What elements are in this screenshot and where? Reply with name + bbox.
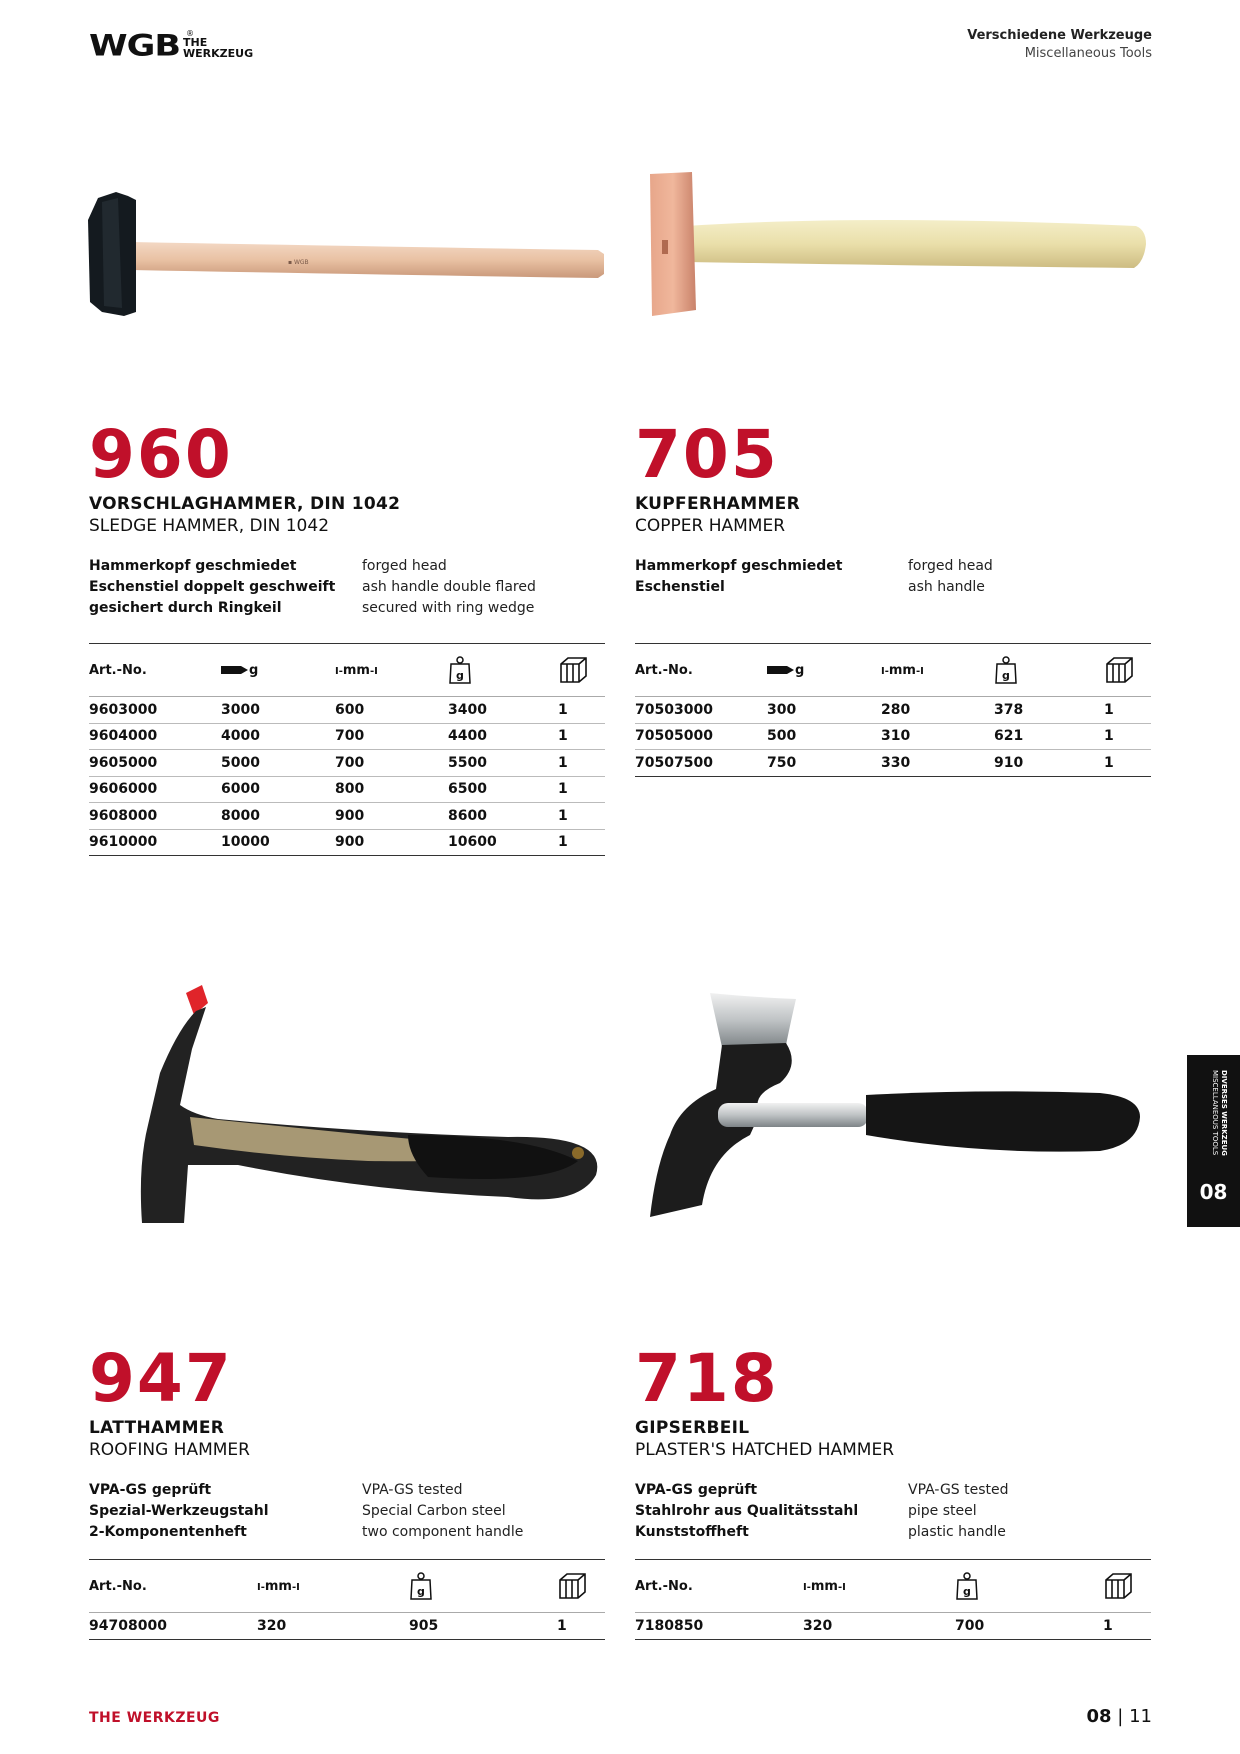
table-cell: 9610000 [89, 829, 221, 856]
table-cell: 700 [955, 1613, 1103, 1640]
table-cell: 1 [1104, 723, 1151, 750]
table-cell: 330 [881, 750, 994, 777]
spec-table [635, 1559, 1151, 1640]
table-row [89, 803, 605, 830]
table-cell: 8600 [448, 803, 558, 830]
table-cell: 1 [557, 1613, 605, 1640]
length-arrow-icon: -I [915, 665, 924, 677]
feature-de: Stahlrohr aus Qualitätsstahl [635, 1503, 859, 1519]
table-row [89, 829, 605, 856]
product-number: 705 [635, 416, 779, 493]
col-total-weight [994, 644, 1104, 697]
logo-subtitle [183, 37, 253, 59]
length-unit: mm [264, 1578, 292, 1594]
plasters-hatched-hammer-image [640, 985, 1150, 1225]
length-unit: mm [342, 662, 370, 678]
feature-de: VPA-GS geprüft [635, 1482, 758, 1498]
svg-text:▪ WGB: ▪ WGB [288, 259, 309, 266]
table-cell: 280 [881, 697, 994, 724]
table-cell: 9603000 [89, 697, 221, 724]
feature-de: Hammerkopf geschmiedet [635, 558, 843, 574]
table-cell: 70505000 [635, 723, 767, 750]
table-cell: 5000 [221, 750, 335, 777]
col-art-no: Art.-No. [89, 1560, 257, 1613]
logo-mark: WGB [89, 29, 181, 63]
col-length [881, 644, 994, 697]
col-art-no: Art.-No. [635, 1560, 803, 1613]
category-de: Verschiedene Werkzeuge [967, 28, 1152, 43]
feature-de: Spezial-Werkzeugstahl [89, 1503, 269, 1519]
length-unit: mm [888, 662, 916, 678]
table-header [89, 1560, 605, 1613]
table-cell: 94708000 [89, 1613, 257, 1640]
table-cell: 1 [558, 803, 605, 830]
col-length [257, 1560, 409, 1613]
length-arrow-icon: I- [257, 1581, 265, 1593]
feature-de: VPA-GS geprüft [89, 1482, 212, 1498]
feature-en: secured with ring wedge [362, 600, 535, 616]
table-cell: 750 [767, 750, 881, 777]
logo-line-1: THE [183, 36, 208, 49]
table-cell: 700 [335, 723, 448, 750]
category-en: Miscellaneous Tools [1024, 46, 1152, 61]
table-cell: 1 [1104, 697, 1151, 724]
table-cell: 1 [558, 776, 605, 803]
footer-chapter: 08 [1086, 1706, 1112, 1727]
footer-separator: | [1117, 1706, 1124, 1727]
table-cell: 5500 [448, 750, 558, 777]
col-art-no: Art.-No. [89, 644, 221, 697]
table-cell: 910 [994, 750, 1104, 777]
feature-list [89, 1480, 605, 1543]
sledge-hammer-image [88, 190, 608, 320]
table-cell: 4000 [221, 723, 335, 750]
table-cell: 3000 [221, 697, 335, 724]
table-cell: 9604000 [89, 723, 221, 750]
table-header [635, 1560, 1151, 1613]
feature-list [635, 1480, 1151, 1543]
package-icon [1103, 1572, 1133, 1600]
registered-mark: ® [186, 29, 194, 38]
product-number: 718 [635, 1340, 779, 1417]
table-cell: 10000 [221, 829, 335, 856]
length-arrow-icon: -I [369, 665, 378, 677]
table-row [89, 723, 605, 750]
table-cell: 320 [803, 1613, 955, 1640]
hammer-head-icon [221, 663, 249, 677]
side-tab-line-2: MISCELLANEOUS TOOLS [1211, 1070, 1219, 1156]
side-tab-number: 08 [1199, 1180, 1228, 1204]
product-name-en: COPPER HAMMER [635, 516, 786, 536]
feature-en: ash handle double flared [362, 579, 536, 595]
feature-de: Kunststoffheft [635, 1524, 749, 1540]
feature-en: two component handle [362, 1524, 524, 1540]
col-total-weight [448, 644, 558, 697]
table-cell: 1 [558, 723, 605, 750]
col-length [803, 1560, 955, 1613]
package-icon [1104, 656, 1134, 684]
table-cell: 1 [558, 829, 605, 856]
weight-icon [409, 1571, 433, 1601]
product-name-en: SLEDGE HAMMER, DIN 1042 [89, 516, 330, 536]
table-cell: 8000 [221, 803, 335, 830]
length-arrow-icon: -I [291, 1581, 300, 1593]
feature-en: VPA-GS tested [908, 1482, 1009, 1498]
weight-unit: g [795, 662, 805, 678]
feature-en: VPA-GS tested [362, 1482, 463, 1498]
product-name-en: PLASTER'S HATCHED HAMMER [635, 1440, 895, 1460]
table-row [89, 697, 605, 724]
feature-en: Special Carbon steel [362, 1503, 506, 1519]
svg-text:g: g [963, 1585, 971, 1598]
product-name-en: ROOFING HAMMER [89, 1440, 250, 1460]
table-row [635, 750, 1151, 777]
length-arrow-icon: -I [837, 1581, 846, 1593]
table-cell: 9605000 [89, 750, 221, 777]
table-cell: 9608000 [89, 803, 221, 830]
spec-table [89, 643, 605, 856]
table-cell: 3400 [448, 697, 558, 724]
col-package [1103, 1560, 1151, 1613]
weight-unit: g [249, 662, 259, 678]
table-cell: 6000 [221, 776, 335, 803]
table-row [89, 1613, 605, 1640]
table-cell: 500 [767, 723, 881, 750]
product-number: 947 [89, 1340, 233, 1417]
hammer-head-icon [767, 663, 795, 677]
product-name-de: KUPFERHAMMER [635, 494, 800, 514]
table-row [635, 723, 1151, 750]
table-cell: 1 [558, 697, 605, 724]
table-row [89, 776, 605, 803]
feature-en: pipe steel [908, 1503, 977, 1519]
length-arrow-icon: I- [881, 665, 889, 677]
product-947 [89, 1340, 605, 1640]
weight-icon [448, 655, 472, 685]
feature-de: 2-Komponentenheft [89, 1524, 247, 1540]
feature-list [635, 556, 1151, 619]
table-cell: 900 [335, 829, 448, 856]
col-package [558, 644, 605, 697]
table-row [635, 1613, 1151, 1640]
length-unit: mm [810, 1578, 838, 1594]
product-name-de: LATTHAMMER [89, 1418, 225, 1438]
length-arrow-icon: I- [335, 665, 343, 677]
roofing-hammer-image [108, 985, 608, 1225]
col-head-weight [221, 644, 335, 697]
svg-text:g: g [417, 1585, 425, 1598]
feature-de: gesichert durch Ringkeil [89, 600, 282, 616]
length-arrow-icon: I- [803, 1581, 811, 1593]
table-cell: 310 [881, 723, 994, 750]
table-cell: 378 [994, 697, 1104, 724]
package-icon [558, 656, 588, 684]
product-name-de: GIPSERBEIL [635, 1418, 750, 1438]
table-cell: 70503000 [635, 697, 767, 724]
product-718 [635, 1340, 1151, 1640]
svg-text:g: g [1002, 669, 1010, 682]
col-head-weight [767, 644, 881, 697]
table-cell: 600 [335, 697, 448, 724]
table-cell: 800 [335, 776, 448, 803]
feature-de: Eschenstiel [635, 579, 725, 595]
svg-text:g: g [456, 669, 464, 682]
col-art-no: Art.-No. [635, 644, 767, 697]
package-icon [557, 1572, 587, 1600]
logo-line-2: WERKZEUG [183, 47, 254, 60]
feature-en: plastic handle [908, 1524, 1006, 1540]
col-total-weight [409, 1560, 557, 1613]
feature-list [89, 556, 605, 619]
table-cell: 7180850 [635, 1613, 803, 1640]
product-960 [89, 416, 605, 856]
table-cell: 900 [335, 803, 448, 830]
weight-icon [955, 1571, 979, 1601]
table-cell: 300 [767, 697, 881, 724]
product-number: 960 [89, 416, 233, 493]
feature-de: Eschenstiel doppelt geschweift [89, 579, 336, 595]
spec-table [89, 1559, 605, 1640]
table-cell: 6500 [448, 776, 558, 803]
feature-en: forged head [362, 558, 447, 574]
table-row [89, 750, 605, 777]
table-header [635, 644, 1151, 697]
table-cell: 1 [1103, 1613, 1151, 1640]
table-cell: 700 [335, 750, 448, 777]
spec-table [635, 643, 1151, 777]
table-cell: 10600 [448, 829, 558, 856]
col-package [1104, 644, 1151, 697]
footer-brand: THE WERKZEUG [89, 1710, 220, 1726]
feature-en: forged head [908, 558, 993, 574]
table-cell: 1 [1104, 750, 1151, 777]
table-cell: 4400 [448, 723, 558, 750]
table-cell: 320 [257, 1613, 409, 1640]
brand-logo [89, 31, 253, 61]
col-length [335, 644, 448, 697]
weight-icon [994, 655, 1018, 685]
page-category [967, 28, 1152, 61]
page-number [1086, 1706, 1152, 1727]
table-cell: 905 [409, 1613, 557, 1640]
table-cell: 1 [558, 750, 605, 777]
col-total-weight [955, 1560, 1103, 1613]
col-package [557, 1560, 605, 1613]
feature-en: ash handle [908, 579, 985, 595]
product-705 [635, 416, 1151, 777]
feature-de: Hammerkopf geschmiedet [89, 558, 297, 574]
table-header [89, 644, 605, 697]
table-cell: 9606000 [89, 776, 221, 803]
side-tab-line-1: DIVERSES WERKZEUG [1220, 1070, 1228, 1156]
table-row [635, 697, 1151, 724]
table-cell: 621 [994, 723, 1104, 750]
table-cell: 70507500 [635, 750, 767, 777]
footer-page: 11 [1129, 1706, 1152, 1727]
copper-hammer-image [646, 170, 1146, 320]
side-tab-label [1210, 1070, 1228, 1156]
product-name-de: VORSCHLAGHAMMER, DIN 1042 [89, 494, 401, 514]
